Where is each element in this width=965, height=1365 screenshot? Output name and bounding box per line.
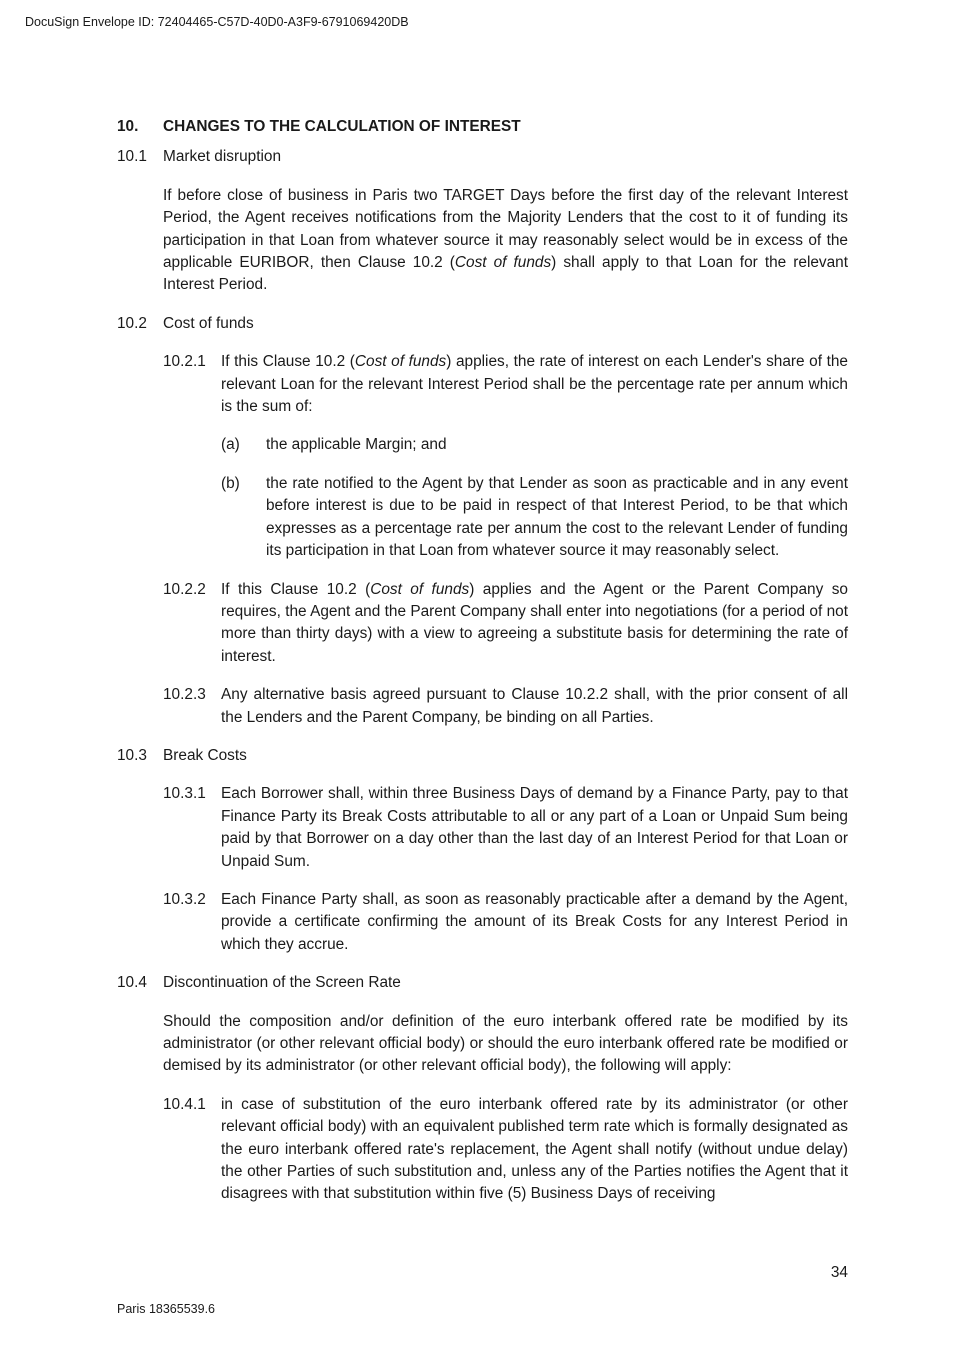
- footer-reference: Paris 18365539.6: [117, 1302, 215, 1316]
- text-run: ) applies, the rate of interest on each Lender's share of the relevant Loan for the relevant Interest Period shall be the percentage rate per annum which is the sum of:: [221, 353, 848, 416]
- clause-text: [221, 579, 848, 669]
- clause-text: Each Borrower shall, within three Business Days of demand by a Finance Party, pay to that Finance Party its Break Costs attributable to all or any part of a Loan or Unpaid Sum being paid by that Borrower on a day other than the last day of an Interest Period for that Loan or Unpaid Sum.: [221, 785, 848, 870]
- paragraph-discontinuation: Should the composition and/or definition of the euro interbank offered rate be modified by its administrator (or other relevant official body) or should the euro interbank offered rate be modified or demised by its administrator (or other relevant official body), the following will apply:: [163, 1012, 848, 1075]
- clause-number: 10.2.1: [163, 353, 206, 371]
- section-number: 10.: [117, 118, 139, 135]
- clause-10-3-1: [163, 783, 848, 873]
- subsection-number: 10.1: [117, 148, 147, 166]
- clause-number: 10.2.3: [163, 686, 206, 704]
- item-number: (b): [221, 474, 240, 492]
- subsection-number: 10.3: [117, 746, 147, 764]
- subsection-title: Cost of funds: [163, 314, 254, 332]
- clause-number: 10.3.2: [163, 890, 206, 908]
- clause-10-4-1: [163, 1094, 848, 1206]
- italic-run: Cost of funds: [354, 353, 447, 371]
- clause-10-3-2: [163, 889, 848, 956]
- text-run: ) shall apply to that Loan for the relevant Interest Period.: [163, 254, 849, 294]
- subsection-number: 10.2: [117, 314, 147, 332]
- italic-run: Cost of funds: [370, 580, 470, 598]
- item-text: the applicable Margin; and: [266, 436, 447, 454]
- text-run: If this Clause 10.2 (: [221, 353, 355, 371]
- subsection-10-2: [117, 313, 848, 335]
- subsection-10-3: [117, 745, 848, 767]
- clause-number: 10.4.1: [163, 1095, 206, 1113]
- section-title: CHANGES TO THE CALCULATION OF INTEREST: [163, 118, 521, 135]
- section-heading: [117, 116, 848, 138]
- envelope-id: DocuSign Envelope ID: 72404465-C57D-40D0-A3F9-6791069420DB: [25, 15, 409, 29]
- paragraph-market-disruption: [163, 185, 848, 297]
- item-text: the rate notified to the Agent by that Lender as soon as practicable and in any event before interest is due to be paid in respect of that Interest Period, to be that which expresses as a percentage rate per annum the cost to the relevant Lender of funding its participation in that Loan from whatever source it may reasonably select.: [266, 474, 848, 560]
- clause-number: 10.3.1: [163, 785, 206, 803]
- item-a: [221, 434, 848, 456]
- clause-10-2-3: [163, 684, 848, 729]
- subsection-title: Discontinuation of the Screen Rate: [163, 974, 401, 992]
- item-number: (a): [221, 436, 240, 454]
- text-run: If this Clause 10.2 (: [221, 580, 371, 598]
- page-number: 34: [830, 1264, 848, 1281]
- clause-10-2-1: [163, 351, 848, 418]
- subsection-number: 10.4: [117, 974, 147, 992]
- text-run: If before close of business in Paris two TARGET Days before the first day of the relevant Interest Period, the Agent receives notifications from the Majority Lenders that the cost to it of funding its participation in that Loan from whatever source it may reasonably select would be in excess of the applicable EURIBOR, then Clause 10.2 (: [163, 186, 848, 272]
- subsection-title: Market disruption: [163, 148, 282, 166]
- subsection-10-4: [117, 972, 848, 994]
- subsection-title: Break Costs: [163, 746, 247, 764]
- clause-text: Any alternative basis agreed pursuant to Clause 10.2.2 shall, with the prior consent of all the Lenders and the Parent Company, be binding on all Parties.: [221, 686, 848, 726]
- clause-number: 10.2.2: [163, 580, 206, 598]
- clause-text: [221, 351, 848, 418]
- text-run: ) applies and the Agent or the Parent Company so requires, the Agent and the Parent Company shall enter into negotiations (for a period of not more than thirty days) with a view to agreeing a substitute basis for determining the rate of interest.: [221, 580, 848, 665]
- italic-run: Cost of funds: [454, 254, 552, 272]
- clause-10-2-2: [163, 579, 848, 669]
- item-b: [221, 473, 848, 563]
- document-body: [117, 116, 848, 1222]
- clause-text: Each Finance Party shall, as soon as reasonably practicable after a demand by the Agent, provide a certificate confirming the amount of its Break Costs for any Interest Period in which they accrue.: [221, 890, 848, 953]
- clause-text: in case of substitution of the euro interbank offered rate by its administrator (or other relevant official body) with an equivalent published term rate which is formally designated as the euro interbank offered rate's replacement, the Agent shall notify (without undue delay) the other Parties of such substitution and, unless any of the Parties notifies the Agent that it disagrees with that substitution within five (5) Business Days of receiving: [221, 1095, 848, 1203]
- subsection-10-1: [117, 146, 848, 168]
